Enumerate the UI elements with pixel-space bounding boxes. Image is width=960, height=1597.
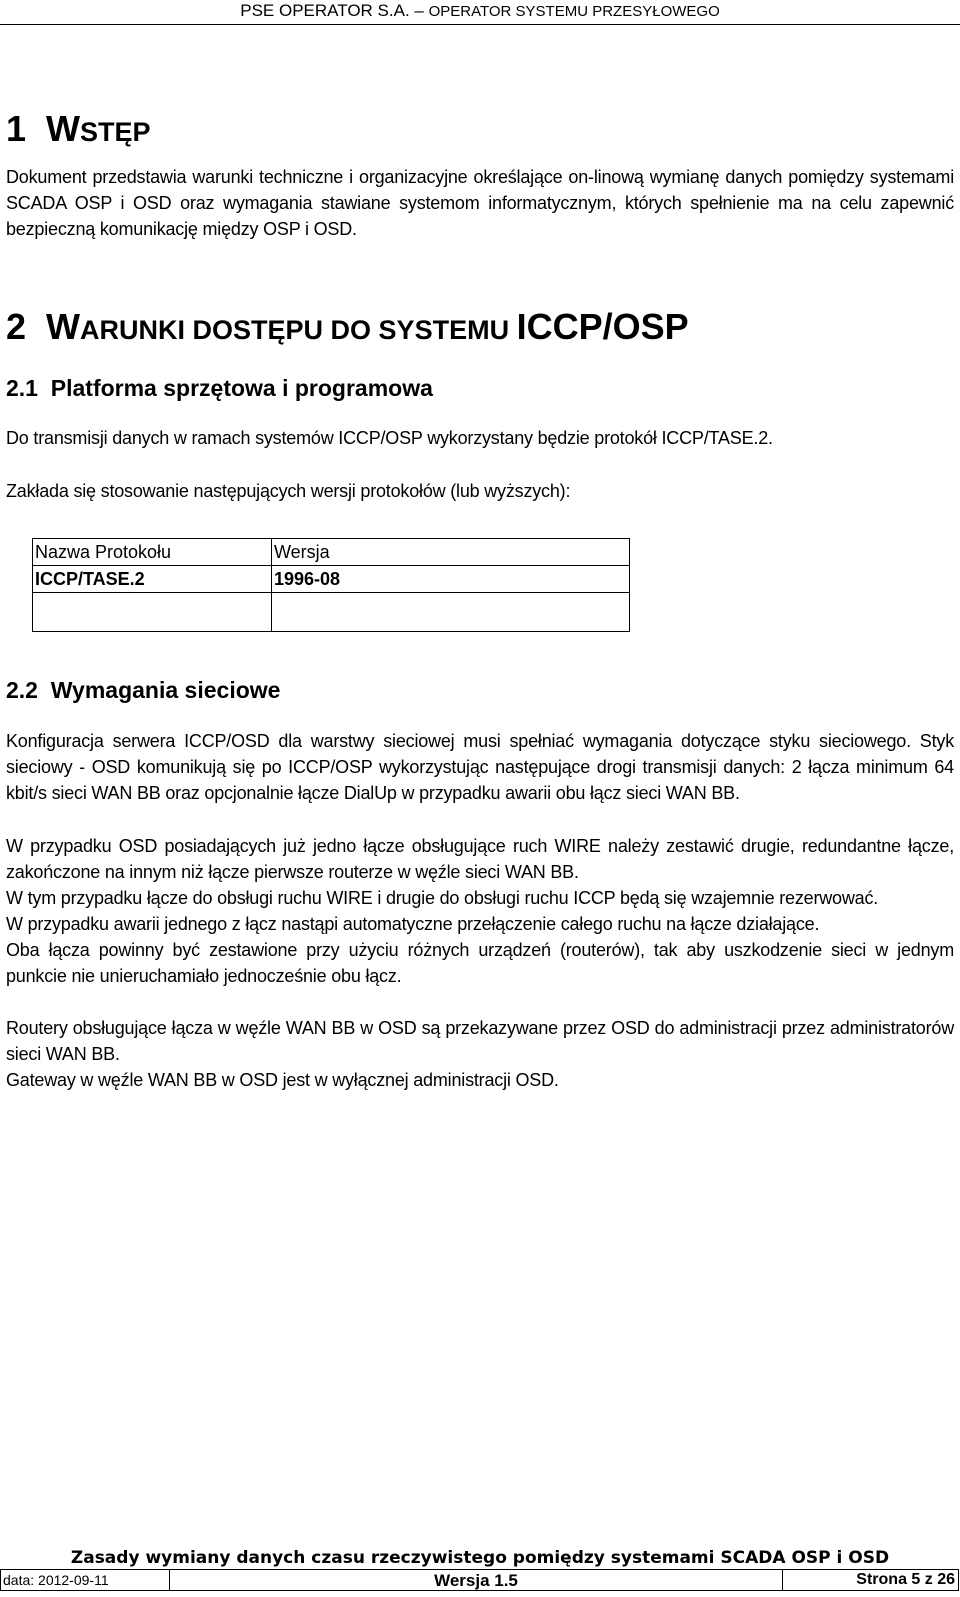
section-2-2-paragraph-1: Konfiguracja serwera ICCP/OSD dla warstwy sieciowej musi spełniać wymagania dotyczące styku sieciowego. Styk sieciowy - OSD komunikują się po ICCP/OSP wykorzystując następujące drogi transmisji danych: 2 łącza minimum 64 kbit/s sieci WAN BB oraz opcjonalnie łącze DialUp w przypadku awarii obu łącz sieci WAN BB.: [6, 731, 954, 803]
footer-version: Wersja 1.5: [169, 1570, 783, 1590]
table-cell: [33, 593, 272, 632]
section-1-paragraph: Dokument przedstawia warunki techniczne i organizacyjne określające on-linową wymianę danych pomiędzy systemami SCADA OSP i OSD oraz wymagania stawiane systemom informatycznym, których spełnienie ma na celu zapewnić bezpieczną komunikację między OSP i OSD.: [6, 167, 954, 239]
section-2-1-paragraph-1: Do transmisji danych w ramach systemów ICCP/OSP wykorzystany będzie protokół ICCP/TASE.2.: [6, 428, 773, 448]
table-header-cell: Nazwa Protokołu: [33, 539, 272, 566]
section-2-2-title: Wymagania sieciowe: [50, 677, 281, 703]
section-2-2-paragraph-3: W tym przypadku łącze do obsługi ruchu WIRE i drugie do obsługi ruchu ICCP będą się wzajemnie rezerwować.: [6, 888, 879, 908]
section-2-rest-big: ICCP/OSP: [516, 306, 689, 347]
section-2-2-paragraph-4: W przypadku awarii jednego z łącz nastąpi automatyczne przełączenie całego ruchu na łącze działające.: [6, 914, 820, 934]
section-2-2-heading: [6, 676, 280, 704]
table-row: [33, 593, 630, 632]
table-cell: [272, 593, 630, 632]
section-2-rest-small: ARUNKI DOSTĘPU DO SYSTEMU: [80, 315, 517, 345]
section-2-1-number: 2.1: [6, 375, 38, 401]
table-header-cell: Wersja: [272, 539, 630, 566]
section-1-first-letter: W: [46, 108, 81, 149]
section-2-2-paragraph-5: Oba łącza powinny być zestawione przy użyciu różnych urządzeń (routerów), tak aby uszkodzenie sieci w jednym punkcie nie unieruchamiało jednocześnie obu łącz.: [6, 940, 954, 986]
section-1-number: 1: [6, 108, 27, 149]
header-company: PSE OPERATOR S.A.: [240, 1, 410, 20]
section-1-rest: STĘP: [80, 117, 151, 147]
section-2-number: 2: [6, 306, 27, 347]
section-2-1-title: Platforma sprzętowa i programowa: [50, 375, 433, 401]
section-2-2-paragraph-2: W przypadku OSD posiadających już jedno łącze obsługujące ruch WIRE należy zestawić drugie, redundantne łącze, zakończone na innym niż łącze pierwsze routerze w węźle sieci WAN BB.: [6, 836, 954, 882]
section-2-1-paragraph-2: Zakłada się stosowanie następujących wersji protokołów (lub wyższych):: [6, 481, 571, 501]
footer-date: data: 2012-09-11: [3, 1572, 109, 1588]
header-system: OPERATOR SYSTEMU PRZESYŁOWEGO: [428, 3, 720, 20]
table-cell: ICCP/TASE.2: [33, 566, 272, 593]
page-header: [0, 0, 960, 25]
section-1-heading: [6, 108, 151, 153]
header-separator: –: [409, 1, 429, 20]
section-2-heading: [6, 306, 689, 351]
table-cell: 1996-08: [272, 566, 630, 593]
section-2-2-number: 2.2: [6, 677, 38, 703]
table-header-row: [33, 539, 630, 566]
page-footer: [0, 1547, 960, 1593]
table-row: [33, 566, 630, 593]
section-2-first-letter: W: [46, 306, 81, 347]
section-2-2-paragraph-6: Routery obsługujące łącza w węźle WAN BB w OSD są przekazywane przez OSD do administracji przez administratorów sieci WAN BB.: [6, 1018, 954, 1064]
footer-bar: [0, 1569, 959, 1591]
section-2-1-heading: [6, 374, 433, 402]
footer-title: Zasady wymiany danych czasu rzeczywistego pomiędzy systemami SCADA OSP i OSD: [70, 1548, 890, 1568]
protocol-table: [32, 538, 630, 632]
footer-page-number: Strona 5 z 26: [856, 1571, 955, 1588]
section-2-2-paragraph-7: Gateway w węźle WAN BB w OSD jest w wyłącznej administracji OSD.: [6, 1070, 559, 1090]
